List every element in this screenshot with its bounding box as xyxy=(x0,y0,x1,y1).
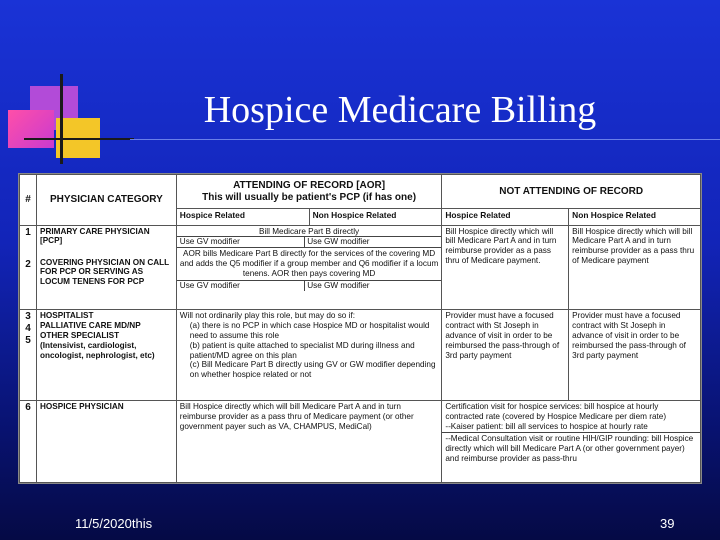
logo-horizontal-line xyxy=(24,138,134,140)
nar-hospice-3-5: Provider must have a focused contract with St Joseph in advance of visit in order to be reimbursed the pass-through of 3rd party payment xyxy=(442,310,569,401)
table-row xyxy=(20,310,701,401)
footer-date: 11/5/2020this xyxy=(75,516,153,531)
aor-cell-1-2: Bill Medicare Part B directly Use GV modifier Use GW modifier AOR bills Medicare Part B directly for the services of the covering MD and adds the Q5 modifier if a group member and Q6 modifier if a locum tenens. AOR then pays covering MD Use GV modifier Use GW modifier xyxy=(176,225,442,310)
billing-table xyxy=(19,174,701,483)
header-not-aor: NOT ATTENDING OF RECORD xyxy=(442,175,701,209)
title-underline xyxy=(130,139,720,140)
sub-nar-non-hospice-related: Non Hospice Related xyxy=(569,209,701,226)
nar-non-hospice-3-5: Provider must have a focused contract with St Joseph in advance of visit in order to be reimbursed the pass-through of 3rd party payment xyxy=(569,310,701,401)
logo-vertical-line xyxy=(60,74,63,164)
header-aor-title: ATTENDING OF RECORD [AOR] xyxy=(233,179,386,191)
header-aor xyxy=(176,175,442,209)
logo-pink-square xyxy=(8,110,54,148)
billing-table-image xyxy=(18,173,702,484)
sub-non-hospice-related: Non Hospice Related xyxy=(309,209,442,226)
row-num: 6 xyxy=(20,400,37,482)
sub-hospice-related: Hospice Related xyxy=(176,209,309,226)
aor-cell-3-5: Will not ordinarily play this role, but may do so if: (a) there is no PCP in which case Hospice MD or hospitalist would need to assume this role (b) patient is quite attached to specialist MD during illness and patient/MD agree on this plan (c) Bill Medicare Part B directly using GV or GW modifier depending on whether hospice related or not xyxy=(176,310,442,401)
table-row xyxy=(20,400,701,482)
nar-hospice-1-2: Bill Hospice directly which will bill Medicare Part A and in turn reimburse provider as a pass thru of Medicare payment. xyxy=(442,225,569,310)
header-category: PHYSICIAN CATEGORY xyxy=(36,175,176,226)
row-num: 1 2 xyxy=(20,225,37,310)
nar-cell-6: Certification visit for hospice services: bill hospice at hourly contracted rate (covered by Hospice Medicare per diem rate) --Kaiser patient: bill all services to hospice at hourly rate --Medical Consultation visit or routine HIH/GIP rounding: bill Hospice directly which will bill Medicare Part A (or other government payer) and reimburse provider as pass-thru xyxy=(442,400,701,482)
slide-title: Hospice Medicare Billing xyxy=(203,89,597,131)
row-category: PRIMARY CARE PHYSICIAN [PCP] COVERING PHYSICIAN ON CALL FOR PCP OR SERVING AS LOCUM TENENS FOR PCP xyxy=(36,225,176,310)
row-category: HOSPICE PHYSICIAN xyxy=(36,400,176,482)
row-category: HOSPITALIST PALLIATIVE CARE MD/NP OTHER SPECIALIST (Intensivist, cardiologist, oncologist, nephrologist, etc) xyxy=(36,310,176,401)
sub-nar-hospice-related: Hospice Related xyxy=(442,209,569,226)
aor-cell-6: Bill Hospice directly which will bill Medicare Part A and in turn reimburse provider as a pass thru of Medicare payment (or other government payer such as VA, CHAMPUS, MediCal) xyxy=(176,400,442,482)
table-header-row xyxy=(20,175,701,209)
page-number: 39 xyxy=(660,516,675,531)
nar-non-hospice-1-2: Bill Hospice directly which will bill Medicare Part A and in turn reimburse provider as a pass thru of Medicare payment xyxy=(569,225,701,310)
row-num: 3 4 5 xyxy=(20,310,37,401)
table-row xyxy=(20,225,701,310)
header-num: # xyxy=(20,175,37,226)
header-aor-subtitle: This will usually be patient's PCP (if has one) xyxy=(202,191,417,203)
